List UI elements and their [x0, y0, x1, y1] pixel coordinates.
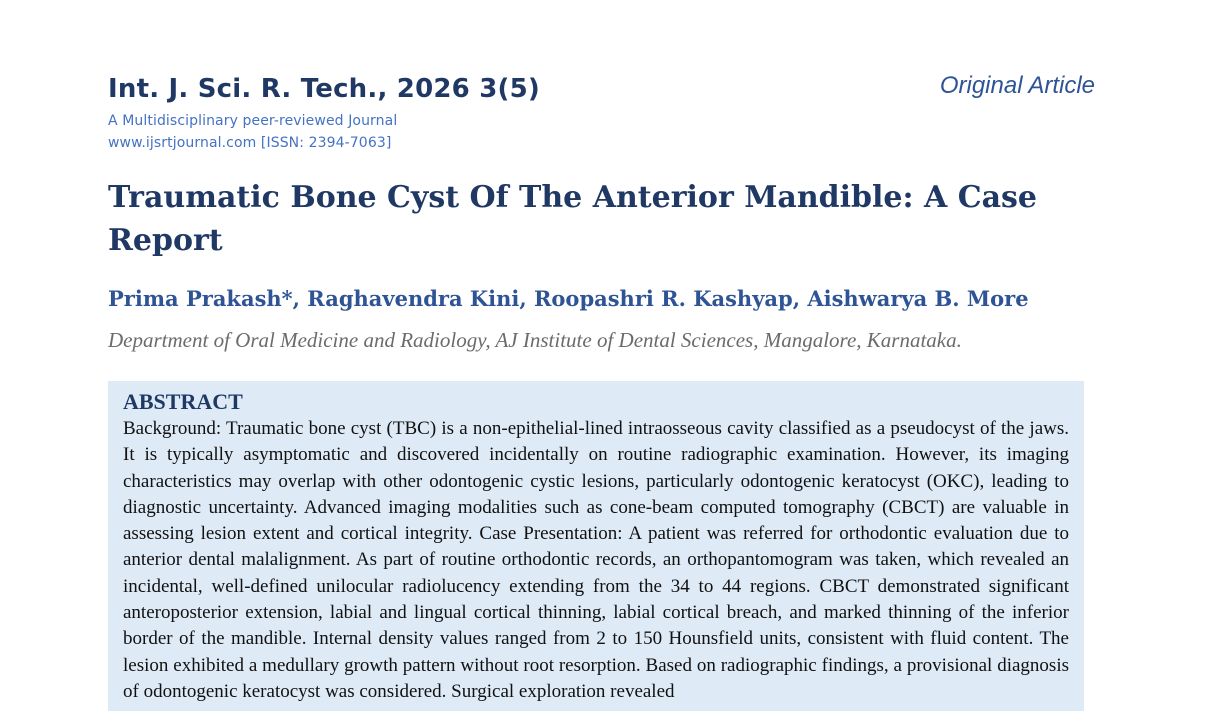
abstract-section	[108, 381, 1084, 711]
author-affiliation: Department of Oral Medicine and Radiology, AJ Institute of Dental Sciences, Mangalore, Karnataka.	[108, 328, 962, 352]
author-list: Prima Prakash*, Raghavendra Kini, Roopashri R. Kashyap, Aishwarya B. More	[108, 286, 1029, 311]
article-type-label: Original Article	[939, 72, 1095, 99]
journal-title: Int. J. Sci. R. Tech., 2026 3(5)	[108, 74, 540, 104]
abstract-heading: ABSTRACT	[123, 389, 243, 414]
abstract-body: Background: Traumatic bone cyst (TBC) is a non-epithelial-lined intraosseous cavity classified as a pseudocyst of the jaws. It is typically asymptomatic and discovered incidentally on routine radiographic examination. However, its imaging characteristics may overlap with other odontogenic cystic lesions, particularly odontogenic keratocyst (OKC), leading to diagnostic uncertainty. Advanced imaging modalities such as cone-beam computed tomography (CBCT) are valuable in assessing lesion extent and cortical integrity. Case Presentation: A patient was referred for orthodontic evaluation due to anterior dental malalignment. As part of routine orthodontic records, an orthopantomogram was taken, which revealed an incidental, well-defined unilocular radiolucency extending from the 34 to 44 regions. CBCT demonstrated significant anteroposterior extension, labial and lingual cortical thinning, labial cortical breach, and marked thinning of the inferior border of the mandible. Internal density values ranged from 2 to 150 Hounsfield units, consistent with fluid content. The lesion exhibited a medullary growth pattern without root resorption. Based on radiographic findings, a provisional diagnosis of odontogenic keratocyst was considered. Surgical exploration revealed	[123, 418, 1069, 702]
paper-title: Traumatic Bone Cyst Of The Anterior Mandible: A Case Report	[108, 180, 1038, 258]
journal-website[interactable]: www.ijsrtjournal.com [ISSN: 2394-7063]	[108, 135, 392, 151]
journal-description: A Multidisciplinary peer-reviewed Journal	[108, 113, 398, 129]
